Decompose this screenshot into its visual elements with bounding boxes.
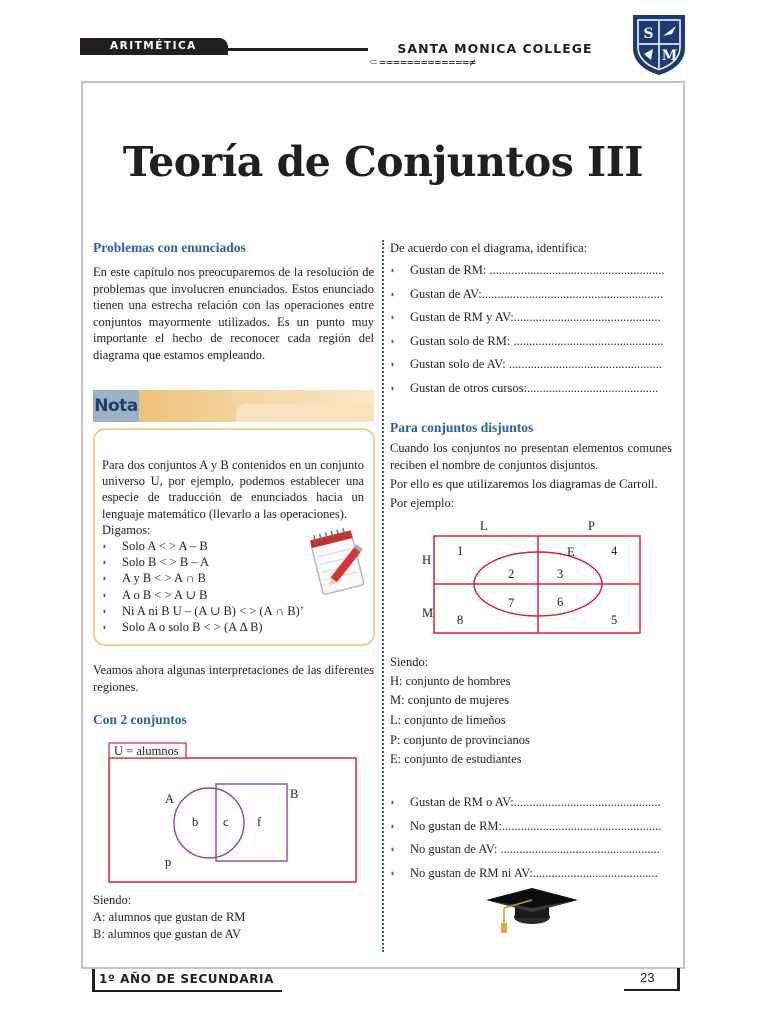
page-number: 23 [640, 970, 655, 985]
carroll-region-7: 7 [508, 596, 515, 610]
nota-label: Nota [93, 390, 139, 422]
carroll-region-2: 2 [508, 567, 515, 581]
identify-intro: De acuerdo con el diagrama, identifica: [390, 241, 588, 255]
right-siendo-l: L: conjunto de limeños [390, 713, 506, 727]
venn-diagram-2-sets [108, 742, 360, 888]
footer-tick [677, 968, 680, 990]
bullet-icon: ◗ [390, 820, 396, 831]
carroll-col-l: L [480, 519, 488, 533]
logo-letter-m: M [661, 48, 678, 64]
carroll-region-6: 6 [557, 595, 564, 609]
carroll-col-p: P [588, 519, 595, 533]
identify-list [390, 259, 665, 401]
nota-list-item: ◗ Ni A ni B U – (A ∪ B) < > (A ∩ B)’ [102, 603, 304, 618]
logo-letter-s: S [643, 26, 654, 42]
bullet-icon: ◗ [390, 867, 396, 878]
right-siendo-title: Siendo: [390, 655, 429, 669]
school-name: SANTA MONICA COLLEGE [397, 41, 593, 56]
subject-tab: ARITMÉTICA [80, 38, 228, 55]
bullet-icon: ◗ [102, 589, 108, 600]
venn-label-a: A [165, 792, 175, 806]
carroll-diagram [415, 516, 645, 636]
carroll-region-5: 5 [611, 613, 618, 627]
right-siendo-e: E: conjunto de estudiantes [390, 752, 522, 766]
nota-paragraph: Para dos conjuntos A y B contenidos en un conjunto universo U, por ejemplo, podemos establecer una especie de traducción de enunciados hacia un lenguaje matemático (llevarlo a las operaciones). [102, 458, 364, 521]
nota-list-item: ◗ Solo B < > B – A [102, 555, 210, 570]
carroll-region-8: 8 [457, 613, 464, 627]
bullet-icon: ◗ [390, 265, 396, 275]
graduation-cap-icon [484, 886, 580, 936]
venn-region-b: b [192, 815, 199, 829]
nota-list-item: ◗ A y B < > A ∩ B [102, 571, 206, 586]
identify-item: ◗ Gustan de otros cursos:.......................................... [390, 377, 665, 401]
section-title-problemas: Problemas con enunciados [93, 240, 246, 255]
venn-region-c: c [223, 815, 229, 829]
page-title: Teoría de Conjuntos III [122, 138, 644, 186]
interpret-text: Veamos ahora algunas interpretaciones de las diferentes regiones. [93, 663, 374, 694]
bullet-icon: ◗ [102, 557, 108, 568]
bullet-icon: ◗ [390, 844, 396, 855]
bullet-icon: ◗ [102, 541, 108, 551]
left-siendo-a: A: alumnos que gustan de RM [93, 910, 246, 924]
right-siendo-p: P: conjunto de provincianos [390, 733, 530, 747]
nota-header-tab [236, 404, 374, 422]
footer-grade: 1º AÑO DE SECUNDARIA [99, 972, 275, 986]
question-item: ◗ No gustan de AV: ................................................... [390, 838, 661, 862]
bullet-icon: ◗ [390, 797, 396, 807]
nota-list [102, 538, 304, 635]
left-siendo-title: Siendo: [93, 893, 132, 907]
nota-list-item: ◗ Solo A o solo B < > (A Δ B) [102, 620, 263, 635]
question-item: ◗ No gustan de RM ni AV:........................................ [390, 862, 661, 886]
section-problemas-text: En este capítulo nos preocuparemos de la resolución de problemas que involucren enunciados. Estos enunciado tienen una estrecha relación con las operaciones entre conjuntos mayormente utilizados. Es un punto muy importante el hecho de reconocer cada región del diagrama que estamos empleando. [93, 265, 374, 362]
carroll-region-4: 4 [611, 544, 618, 558]
bullet-icon: ◗ [390, 359, 396, 370]
column-divider [382, 240, 384, 952]
carroll-row-m: M [422, 606, 434, 620]
identify-item: ◗ Gustan de RM y AV:............................................... [390, 306, 665, 330]
nota-digamos: Digamos: [102, 522, 151, 537]
bullet-icon: ◗ [102, 605, 108, 616]
identify-item: ◗ Gustan de AV:.......................................................... [390, 283, 665, 307]
venn-region-p: p [165, 855, 172, 869]
bullet-icon: ◗ [390, 288, 396, 299]
bullet-icon: ◗ [102, 573, 108, 584]
disjuntos-text-2: Por ello es que utilizaremos los diagramas de Carroll. [390, 477, 658, 491]
venn-universe-label: U = alumnos [114, 744, 179, 758]
bullet-icon: ◗ [390, 312, 396, 323]
disjuntos-text: Cuando los conjuntos no presentan elementos comunes reciben el nombre de conjuntos disjuntos. [390, 441, 672, 472]
carroll-ellipse-e: E [567, 545, 575, 559]
section-title-disjuntos: Para conjuntos disjuntos [390, 420, 534, 435]
footer-rule [624, 989, 680, 991]
identify-item: ◗ Gustan de RM: ........................................................ [390, 259, 665, 283]
nota-list-item: ◗ A o B < > A ∪ B [102, 587, 208, 602]
nota-list-item: ◗ Solo A < > A – B [102, 539, 208, 553]
venn-region-f: f [257, 815, 262, 829]
school-shield-logo [632, 14, 686, 76]
bullet-icon: ◗ [390, 382, 396, 393]
carroll-region-1: 1 [457, 544, 464, 558]
header-rule [228, 48, 368, 51]
notepad-pencil-icon [304, 524, 374, 596]
section-title-2-conjuntos: Con 2 conjuntos [93, 712, 187, 727]
question-list [390, 791, 661, 885]
carroll-region-3: 3 [557, 567, 564, 581]
venn-label-b: B [290, 787, 299, 801]
header-dash-ornament: ⸦=============≠ [368, 56, 477, 69]
left-siendo-b: B: alumnos que gustan de AV [93, 927, 242, 941]
ejemplo-label: Por ejemplo: [390, 496, 455, 510]
question-item: ◗ Gustan de RM o AV:............................................... [390, 791, 661, 815]
right-siendo-h: H: conjunto de hombres [390, 674, 511, 688]
identify-item: ◗ Gustan solo de AV: ................................................. [390, 353, 665, 377]
identify-item: ◗ Gustan solo de RM: ................................................ [390, 330, 665, 354]
question-item: ◗ No gustan de RM:................................................... [390, 815, 661, 839]
carroll-row-h: H [422, 553, 432, 567]
bullet-icon: ◗ [390, 335, 396, 346]
right-siendo-m: M: conjunto de mujeres [390, 693, 510, 707]
bullet-icon: ◗ [102, 622, 108, 633]
